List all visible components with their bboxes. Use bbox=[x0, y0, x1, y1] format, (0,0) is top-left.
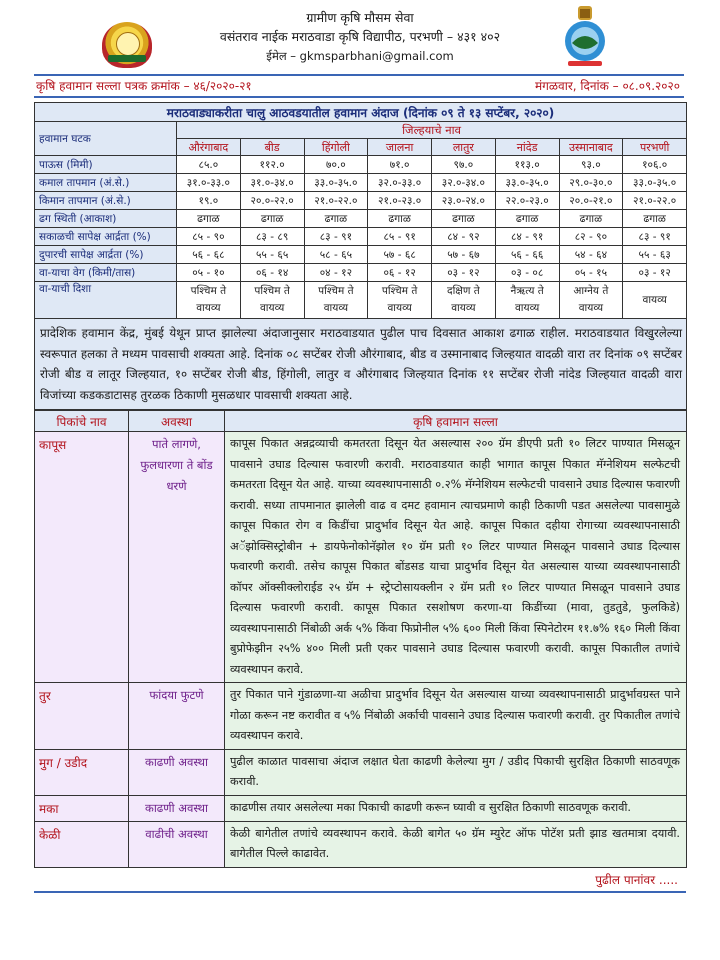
advisory-row bbox=[35, 749, 687, 795]
weather-value: १०६.० bbox=[623, 156, 687, 174]
wind-direction-line: वायव्य bbox=[514, 302, 540, 314]
district-name: उस्मानाबाद bbox=[559, 139, 623, 156]
crop-name: मका bbox=[35, 795, 129, 821]
crop-name: तुर bbox=[35, 683, 129, 750]
weather-row bbox=[35, 228, 687, 246]
weather-value: ५६ - ६६ bbox=[495, 246, 559, 264]
weather-value: ५४ - ६४ bbox=[559, 246, 623, 264]
weather-value: ०३ - १२ bbox=[432, 264, 496, 282]
weather-value: ९३.० bbox=[559, 156, 623, 174]
crop-name: कापूस bbox=[35, 432, 129, 683]
advisory-bar bbox=[34, 74, 684, 98]
weather-value: २१.०-२३.० bbox=[368, 192, 432, 210]
weather-row bbox=[35, 246, 687, 264]
advisory-row bbox=[35, 821, 687, 867]
weather-value: ५५ - ६५ bbox=[240, 246, 304, 264]
crop-advice: केळी बागेतील तणांचे व्यवस्थापन करावे. केळी बागेत ५० ग्रॅम म्युरेट ऑफ पोटॅश प्रती झाड खतमात्रा दयावी. बागेतील पिल्ले काढावेत. bbox=[225, 821, 687, 867]
university-name: वसंतराव नाईक मराठवाडा कृषि विद्यापीठ, परभणी – ४३१ ४०२ bbox=[219, 29, 501, 44]
weather-value: ८३ - ८९ bbox=[240, 228, 304, 246]
weather-value: ३१.०-३३.० bbox=[177, 174, 241, 192]
weather-value: २३.०-२४.० bbox=[432, 192, 496, 210]
weather-value: ०६ - १४ bbox=[240, 264, 304, 282]
wind-direction-line: नैऋत्य ते bbox=[510, 285, 544, 297]
crop-name: केळी bbox=[35, 821, 129, 867]
weather-value: ५७ - ६८ bbox=[368, 246, 432, 264]
wind-direction-line: वायव्य bbox=[259, 302, 285, 314]
stage-col-header: अवस्था bbox=[129, 411, 225, 432]
weather-row bbox=[35, 192, 687, 210]
weather-value: ५६ - ६८ bbox=[177, 246, 241, 264]
bulletin-body bbox=[34, 102, 686, 893]
crop-stage: फांदया फुटणे bbox=[129, 683, 225, 750]
weather-value: ३३.०-३५.० bbox=[623, 174, 687, 192]
crop-col-header: पिकांचे नाव bbox=[35, 411, 129, 432]
weather-value: ३३.०-३५.० bbox=[495, 174, 559, 192]
weather-value: ०५ - १५ bbox=[559, 264, 623, 282]
wind-direction-line: वायव्य bbox=[578, 302, 604, 314]
weather-value: २९.०-३०.० bbox=[559, 174, 623, 192]
weather-value: ८५ - ९० bbox=[177, 228, 241, 246]
district-name: नांदेड bbox=[495, 139, 559, 156]
weather-value: ८५ - ९१ bbox=[368, 228, 432, 246]
weather-value: ढगाळ bbox=[623, 210, 687, 228]
weather-value: ९७.० bbox=[432, 156, 496, 174]
wind-direction-line: पश्चिम ते bbox=[381, 285, 418, 297]
wind-direction-line: वायव्य bbox=[323, 302, 349, 314]
weather-value: ३१.०-३४.० bbox=[240, 174, 304, 192]
weather-value: ८३ - ९१ bbox=[304, 228, 368, 246]
wind-direction-line: वायव्य bbox=[451, 302, 476, 314]
weather-param-label: ढग स्थिती (आकाश) bbox=[35, 210, 177, 228]
imd-logo bbox=[562, 5, 608, 67]
weather-value: ढगाळ bbox=[495, 210, 559, 228]
weather-row bbox=[35, 264, 687, 282]
regional-forecast-text: प्रादेशिक हवामान केंद्र, मुंबई येथून प्राप्त झालेल्या अंदाजानुसार मराठवाडयात पुढील पाच दिवसात आकाश ढगाळ राहील. मराठवाडयात विखुरलेल्या स्वरूपात हलका ते मध्यम पावसाची शक्यता आहे. दिनांक ०८ सप्टेंबर रोजी औरंगाबाद, बीड व उस्मानाबाद जिल्हयात वादळी वारा तर दिनांक ०९ सप्टेंबर रोजी बीड व लातूर जिल्हयात, १० सप्टेंबर रोजी बीड, हिंगोली, लातुर व औरंगाबाद जिल्हयात दिनांक ११ सप्टेंबर रोजी नांदेड जिल्हयात वादळी वारा विजांच्या कडकडाटासह तुरळक ठिकाणी मुसळधार पावसाची शक्यता आहे. bbox=[35, 319, 687, 410]
weather-value: ८४ - ९२ bbox=[432, 228, 496, 246]
weather-value: ७०.० bbox=[304, 156, 368, 174]
param-header: हवामान घटक bbox=[35, 122, 177, 156]
weather-value: ढगाळ bbox=[177, 210, 241, 228]
weather-value: ढगाळ bbox=[432, 210, 496, 228]
bulletin-number: कृषि हवामान सल्ला पत्रक क्रमांक – ४६/२०२०-२१ bbox=[36, 79, 252, 93]
weather-value: ८२ - ९० bbox=[559, 228, 623, 246]
wind-direction-value bbox=[495, 282, 559, 319]
weather-value: ७१.० bbox=[368, 156, 432, 174]
wind-direction-value bbox=[432, 282, 496, 319]
wind-direction-value bbox=[304, 282, 368, 319]
weather-value: २०.०-२२.० bbox=[240, 192, 304, 210]
weather-value: ढगाळ bbox=[559, 210, 623, 228]
district-name: औरंगाबाद bbox=[177, 139, 241, 156]
wind-direction-line: वायव्य bbox=[196, 302, 221, 314]
forecast-table-title: मराठवाड्याकरीता चालु आठवडयातील हवामान अंदाज (दिनांक ०९ ते १३ सप्टेंबर, २०२०) bbox=[35, 103, 687, 122]
weather-value: २१.०-२२.० bbox=[623, 192, 687, 210]
university-logo bbox=[102, 22, 152, 68]
next-page-note: पुढील पानांवर ..... bbox=[34, 868, 686, 893]
wind-direction-value bbox=[368, 282, 432, 319]
weather-value: ०४ - १२ bbox=[304, 264, 368, 282]
wind-direction-value bbox=[623, 282, 687, 319]
weather-value: २१.०-२२.० bbox=[304, 192, 368, 210]
weather-value: ८५.० bbox=[177, 156, 241, 174]
weather-value: ८४ - ९१ bbox=[495, 228, 559, 246]
wind-direction-line: पश्चिम ते bbox=[318, 285, 354, 297]
weather-value: ५८ - ६५ bbox=[304, 246, 368, 264]
wind-direction-line: पश्चिम ते bbox=[190, 285, 227, 297]
wind-direction-value bbox=[559, 282, 623, 319]
weather-param-label: पाऊस (मिमी) bbox=[35, 156, 177, 174]
wind-direction-line: पश्चिम ते bbox=[254, 285, 290, 297]
district-name: लातुर bbox=[432, 139, 496, 156]
weather-value: २०.०-२१.० bbox=[559, 192, 623, 210]
wind-direction-line: वायव्य bbox=[642, 293, 667, 306]
advisory-row bbox=[35, 683, 687, 750]
weather-value: ३३.०-३५.० bbox=[304, 174, 368, 192]
weather-forecast-table bbox=[34, 102, 687, 410]
crop-stage: काढणी अवस्था bbox=[129, 795, 225, 821]
wind-direction-value bbox=[177, 282, 241, 319]
district-name: हिंगोली bbox=[304, 139, 368, 156]
weather-value: ३२.०-३४.० bbox=[432, 174, 496, 192]
wind-direction-line: वायव्य bbox=[387, 302, 412, 314]
weather-value: ०६ - १२ bbox=[368, 264, 432, 282]
weather-param-label: किमान तापमान (अं.से.) bbox=[35, 192, 177, 210]
weather-value: १९.० bbox=[177, 192, 241, 210]
advisory-row bbox=[35, 795, 687, 821]
weather-param-label: वा-याचा वेग (किमी/तास) bbox=[35, 264, 177, 282]
weather-row bbox=[35, 174, 687, 192]
crop-advice: तुर पिकात पाने गुंडाळणा-या अळीचा प्रादुर्भाव दिसून येत असल्यास याच्या व्यवस्थापनासाठी प्रादुर्भावग्रस्त पाने गोळा करून नष्ट करावीत व ५% निंबोळी अर्काची पावसाने उघाड दिल्यास फवारणी करावी. तुर पिकातील तणांचे व्यवस्थापन करावे. bbox=[225, 683, 687, 750]
crop-advisory-table bbox=[34, 410, 687, 868]
weather-value: ८३ - ९१ bbox=[623, 228, 687, 246]
document-header bbox=[0, 0, 720, 72]
weather-value: ढगाळ bbox=[240, 210, 304, 228]
crop-name: मुग / उडीद bbox=[35, 749, 129, 795]
weather-value: ०३ - १२ bbox=[623, 264, 687, 282]
weather-param-label: कमाल तापमान (अं.से.) bbox=[35, 174, 177, 192]
crop-stage: वाढीची अवस्था bbox=[129, 821, 225, 867]
weather-value: ११२.० bbox=[240, 156, 304, 174]
weather-row bbox=[35, 210, 687, 228]
crop-stage: पाते लागणे, फुलधारणा ते बोंड धरणे bbox=[129, 432, 225, 683]
wind-direction-line: दक्षिण ते bbox=[447, 285, 480, 297]
weather-value: ११३.० bbox=[495, 156, 559, 174]
weather-value: २२.०-२३.० bbox=[495, 192, 559, 210]
weather-value: ०५ - १० bbox=[177, 264, 241, 282]
district-header: जिल्हयाचे नाव bbox=[177, 122, 687, 139]
email-line: ईमेल – gkmsparbhani@gmail.com bbox=[266, 49, 454, 63]
weather-param-label: दुपारची सापेक्ष आर्द्रता (%) bbox=[35, 246, 177, 264]
service-name: ग्रामीण कृषि मौसम सेवा bbox=[306, 10, 414, 25]
weather-value: ५५ - ६३ bbox=[623, 246, 687, 264]
crop-advice: कापूस पिकात अन्नद्रव्याची कमतरता दिसून येत असल्यास २०० ग्रॅम डीएपी प्रती १० लिटर पाण्यात मिसळून पावसाने उघाड दिल्यास फवारणी करावी. मराठवाडयात काही भागात कापूस पिकात मॅग्नेशियम सल्फेटची कमतरता दिसून येत आहे. याच्या व्यवस्थापनासाठी ०.२% मॅग्नेशियम सल्फेटची पावसाने उघाड दिल्यास फवारणी करावी. सध्या तापमानात झालेली वाढ व दमट हवामान त्याचप्रमाणे काही ठिकाणी पडत असलेल्या पावसामुळे कापूस पिकात रोग व किडींचा प्रादुर्भाव दिसून येत आहे. कापूस पिकात दहीया रोगाच्या व्यवस्थापनासाठी अॅझोक्सिस्ट्रोबीन + डायफेनोकोनॅझोल १० ग्रॅम प्रती १० लिटर पाण्यात मिसळून पावसाने उघाड दिल्यास फवारणी करावी. तसेच कापूस पिकात बोंडसड याचा प्रादुर्भाव दिसून येत असल्यास याच्या व्यवस्थापनासाठी कॉपर ऑक्सीक्लोराईड २५ ग्रॅम + स्ट्रेप्टोसायक्लीन २ ग्रॅम प्रती १० लिटर पाण्यात मिसळून पावसाने उघाड दिल्यास फवारणी करावी. कापूस पिकात रसशोषण करणा-या किडींच्या (मावा, तुडतुडे, फुलकिडे) व्यवस्थापनासाठी निंबोळी अर्क ५% किंवा फिप्रोनील ५% ६०० मिली किंवा स्पिनेटोरम ११.७% १६० मिली किंवा बुप्रोफेझीन २५% ४०० मिली प्रती एकर पावसाने उघाड दिल्यास फवारणी करावी. कापूस पिकातील तणांचे व्यवस्थापन करावे. bbox=[225, 432, 687, 683]
weather-value: ढगाळ bbox=[304, 210, 368, 228]
crop-advice: काढणीस तयार असलेल्या मका पिकाची काढणी करून घ्यावी व सुरक्षित ठिकाणी साठवणूक करावी. bbox=[225, 795, 687, 821]
weather-param-label: सकाळची सापेक्ष आर्द्रता (%) bbox=[35, 228, 177, 246]
advice-col-header: कृषि हवामान सल्ला bbox=[225, 411, 687, 432]
weather-value: ०३ - ०८ bbox=[495, 264, 559, 282]
district-name: परभणी bbox=[623, 139, 687, 156]
district-name: जालना bbox=[368, 139, 432, 156]
crop-advice: पुढील काळात पावसाचा अंदाज लक्षात घेता काढणी केलेल्या मुग / उडीद पिकाची सुरक्षित ठिकाणी साठवणूक करावी. bbox=[225, 749, 687, 795]
crop-stage: काढणी अवस्था bbox=[129, 749, 225, 795]
weather-row bbox=[35, 156, 687, 174]
bulletin-date: मंगळवार, दिनांक – ०८.०९.२०२० bbox=[534, 79, 680, 93]
weather-value: ५७ - ६७ bbox=[432, 246, 496, 264]
weather-value: ३२.०-३३.० bbox=[368, 174, 432, 192]
wind-direction-label: वा-याची दिशा bbox=[35, 282, 177, 319]
advisory-row bbox=[35, 432, 687, 683]
wind-direction-value bbox=[240, 282, 304, 319]
district-name: बीड bbox=[240, 139, 304, 156]
wind-direction-line: आग्नेय ते bbox=[573, 285, 609, 297]
weather-value: ढगाळ bbox=[368, 210, 432, 228]
